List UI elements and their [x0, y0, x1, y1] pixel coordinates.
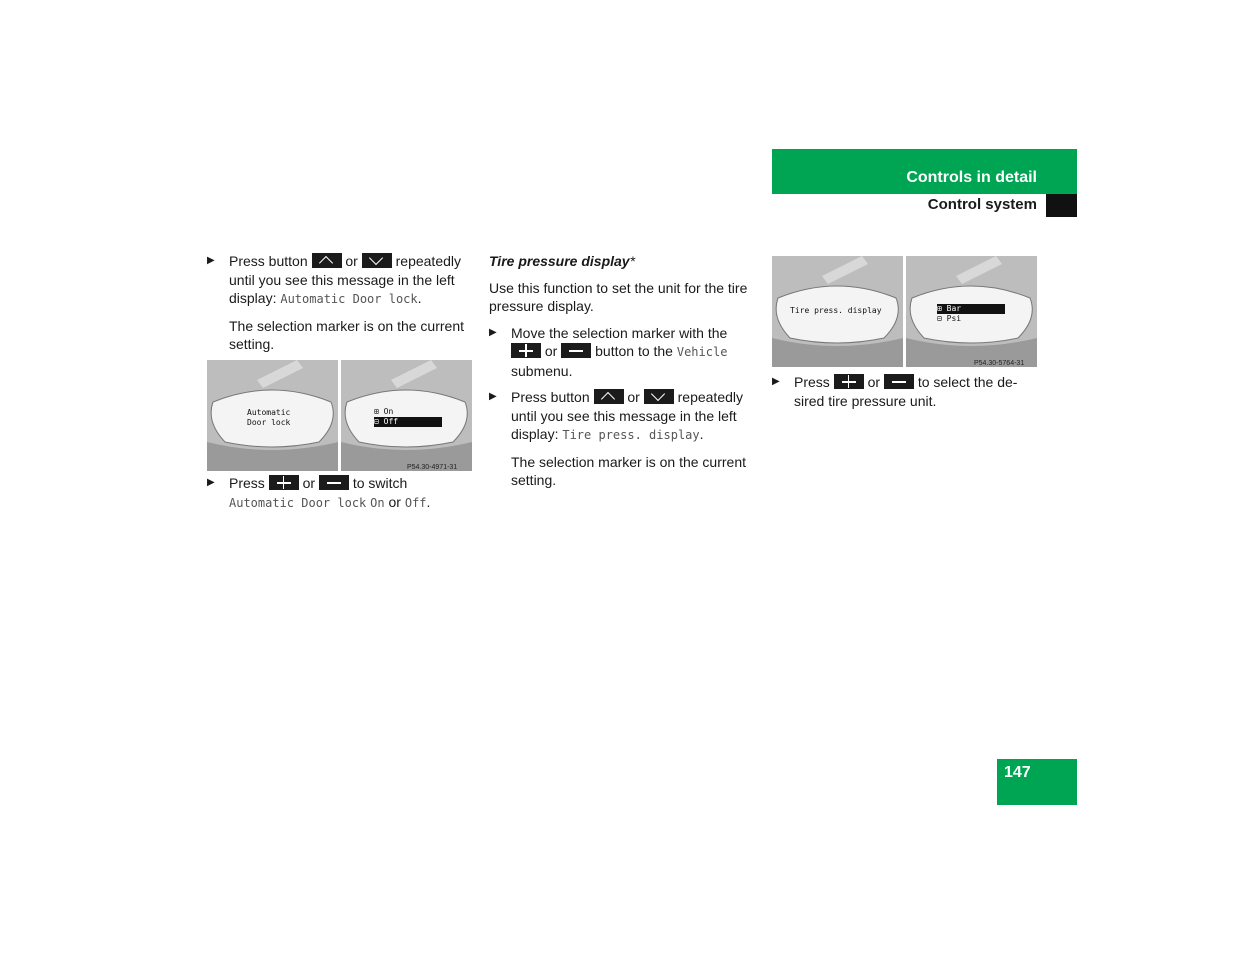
- bullet-arrow-icon: ▶: [207, 255, 215, 266]
- subsection-header: Control system: [927, 196, 1037, 213]
- plus-key-icon: [834, 374, 864, 389]
- plus-key-icon: [511, 343, 541, 358]
- tire-display-figure-left: Tire press. display: [772, 256, 903, 367]
- bullet-arrow-icon: ▶: [772, 376, 780, 387]
- display-figure-left: Automatic Door lock: [207, 360, 338, 471]
- bullet-arrow-icon: ▶: [207, 477, 215, 488]
- instruction-step: ▶ Press button or repeatedly until you see this message in the left display: Automatic Door lock.: [207, 253, 462, 306]
- section-tab-marker: [1046, 194, 1077, 217]
- option-psi: ⊟ Psi: [937, 314, 962, 323]
- column-3: [772, 373, 1037, 418]
- bullet-arrow-icon: ▶: [489, 391, 497, 402]
- note-text: The selection marker is on the current setting.: [511, 453, 746, 488]
- down-arrow-key-icon: [644, 389, 674, 404]
- tire-display-figure-right: [906, 256, 1037, 367]
- option-off-selected: ⊟ Off: [374, 417, 442, 427]
- up-arrow-key-icon: [312, 253, 342, 268]
- up-arrow-key-icon: [594, 389, 624, 404]
- figure-code: P54.30-5764-31: [974, 360, 1025, 367]
- minus-key-icon: [884, 374, 914, 389]
- note-text: The selection marker is on the current setting.: [229, 317, 464, 352]
- instruction-step: ▶ Press or to switch Automatic Door lock On or Off.: [207, 475, 431, 510]
- instruction-step: ▶ Press or to select the de-sired tire pressure unit.: [772, 374, 1018, 409]
- section-header: Controls in detail: [772, 149, 1077, 194]
- bullet-arrow-icon: ▶: [489, 326, 497, 338]
- minus-key-icon: [561, 343, 591, 358]
- option-bar-selected: ⊞ Bar: [937, 304, 1005, 314]
- option-on: ⊞ On: [374, 407, 394, 416]
- plus-key-icon: [269, 475, 299, 490]
- intro-text: Use this function to set the unit for the tire pressure display.: [489, 279, 748, 314]
- page-number: 147: [997, 759, 1077, 805]
- column-2: [489, 252, 754, 498]
- minus-key-icon: [319, 475, 349, 490]
- column-1-bottom: [207, 474, 472, 520]
- instruction-step: ▶ Press button or repeatedly until you see this message in the left display: Tire press. display.: [489, 389, 744, 442]
- display-message: Automatic Door lock: [280, 292, 418, 306]
- down-arrow-key-icon: [362, 253, 392, 268]
- instruction-step: ▶ Move the selection marker with the or button to the Vehicle submenu.: [489, 324, 728, 379]
- display-figure-right: [341, 360, 472, 471]
- section-heading: Tire pressure display*: [489, 253, 636, 269]
- column-1: [207, 252, 472, 362]
- figure-code: P54.30-4971-31: [407, 464, 458, 471]
